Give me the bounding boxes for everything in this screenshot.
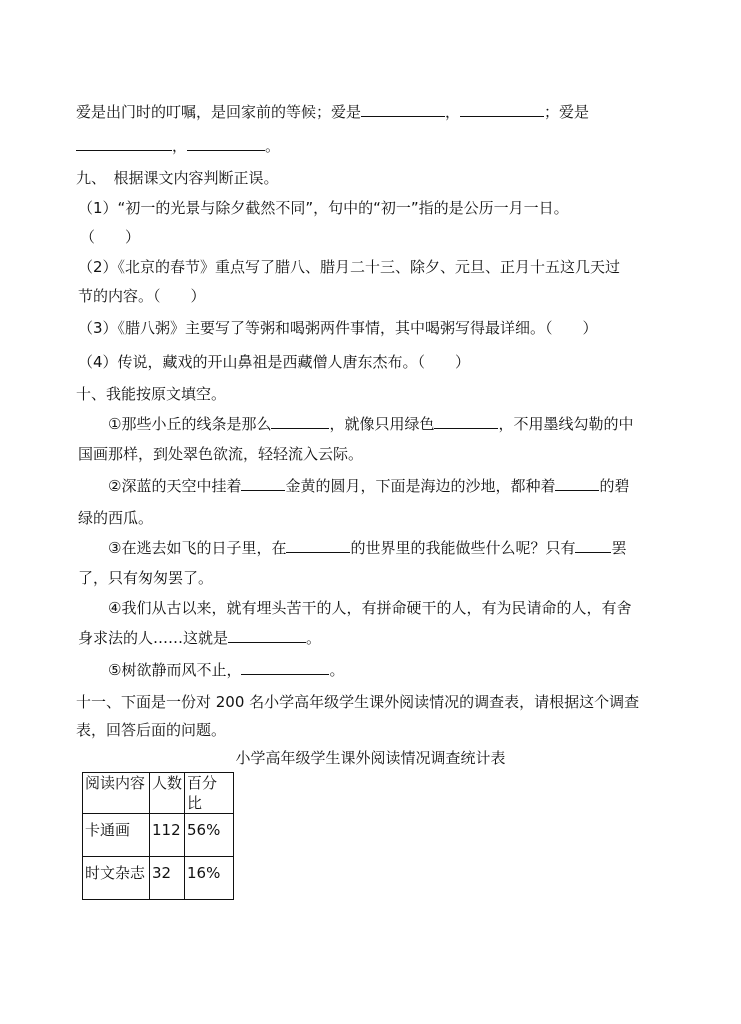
punct: ， [172,137,188,155]
question-9-2-line-2: 节的内容。（ ） [78,287,206,305]
fill-text: 。 [329,661,345,679]
fill-item-1-line-2: 国画那样，到处翠色欲流，轻轻流入云际。 [78,445,364,463]
fill-item-2-line-2: 绿的西瓜。 [78,509,154,527]
fill-text: ③在逃去如飞的日子里，在 [108,539,287,557]
answer-blank[interactable] [241,476,285,491]
fill-text: 金黄的圆月，下面是海边的沙地，都种着 [285,477,556,495]
answer-blank[interactable] [555,476,599,491]
header-cell: 人数 [150,773,185,814]
table-caption: 小学高年级学生课外阅读情况调查统计表 [235,749,506,767]
question-9-1-paren[interactable]: （ ） [80,228,141,246]
answer-blank[interactable] [228,628,306,643]
table-cell: 32 [150,857,185,900]
fill-text: 。 [306,629,322,647]
fill-text: ②深蓝的天空中挂着 [108,477,242,495]
punct: 。 [265,137,281,155]
fill-item-1-line-1 [108,414,633,434]
question-9-4: （4）传说，藏戏的开山鼻祖是西藏僧人唐东杰布。（ ） [78,353,471,371]
table-cell: 16% [185,857,234,900]
intro-line-2 [76,136,280,156]
answer-blank[interactable] [460,102,544,117]
fill-text: ，就像只用绿色 [329,415,435,433]
question-9-3: （3）《腊八粥》主要写了等粥和喝粥两件事情，其中喝粥写得最详细。（ ） [78,319,598,337]
answer-blank[interactable] [361,102,445,117]
fill-text: 的世界里的我能做些什么呢？只有 [350,539,576,557]
answer-blank[interactable] [434,414,498,429]
answer-blank[interactable] [241,660,329,675]
fill-item-4-line-2 [78,628,321,648]
table-header-row [83,773,234,814]
section-9-title: 九、 根据课文内容判断正误。 [76,169,279,187]
fill-item-5 [108,660,344,680]
table-cell: 时文杂志 [83,857,150,900]
fill-text: 罢 [611,539,627,557]
section-10-title: 十、我能按原文填空。 [76,385,227,403]
header-cell: 百分比 [185,773,234,814]
intro-text: ；爱是 [544,103,590,121]
table-cell: 56% [185,814,234,857]
fill-item-3-line-1 [108,538,626,558]
answer-blank[interactable] [187,136,265,151]
fill-item-2-line-1 [108,476,629,496]
fill-text: ⑤树欲静而风不止， [108,661,242,679]
table-cell: 卡通画 [83,814,150,857]
answer-blank[interactable] [575,538,611,553]
header-cell: 阅读内容 [83,773,150,814]
table-row [83,814,234,857]
answer-blank[interactable] [76,136,172,151]
survey-table [82,772,234,900]
question-9-2-line-1: （2）《北京的春节》重点写了腊八、腊月二十三、除夕、元旦、正月十五这几天过 [78,258,621,276]
section-11-line-1: 十一、下面是一份对 200 名小学高年级学生课外阅读情况的调查表，请根据这个调查 [76,693,640,711]
answer-blank[interactable] [271,414,329,429]
fill-text: ①那些小丘的线条是那么 [108,415,272,433]
answer-blank[interactable] [286,538,350,553]
intro-line-1 [76,102,589,122]
question-9-1: （1）“初一的光景与除夕截然不同”，句中的“初一”指的是公历一月一日。 [78,199,569,217]
table-cell: 112 [150,814,185,857]
punct: ， [445,103,461,121]
fill-text: ，不用墨线勾勒的中 [498,415,634,433]
fill-item-4-line-1: ④我们从古以来，就有埋头苦干的人，有拼命硬干的人，有为民请命的人，有舍 [108,599,632,617]
table-row [83,857,234,900]
fill-item-3-line-2: 了，只有匆匆罢了。 [78,569,214,587]
section-11-line-2: 表，回答后面的问题。 [76,721,227,739]
fill-text: 的碧 [599,477,630,495]
fill-text: 身求法的人……这就是 [78,629,229,647]
intro-text: 爱是出门时的叮嘱，是回家前的等候；爱是 [76,103,362,121]
